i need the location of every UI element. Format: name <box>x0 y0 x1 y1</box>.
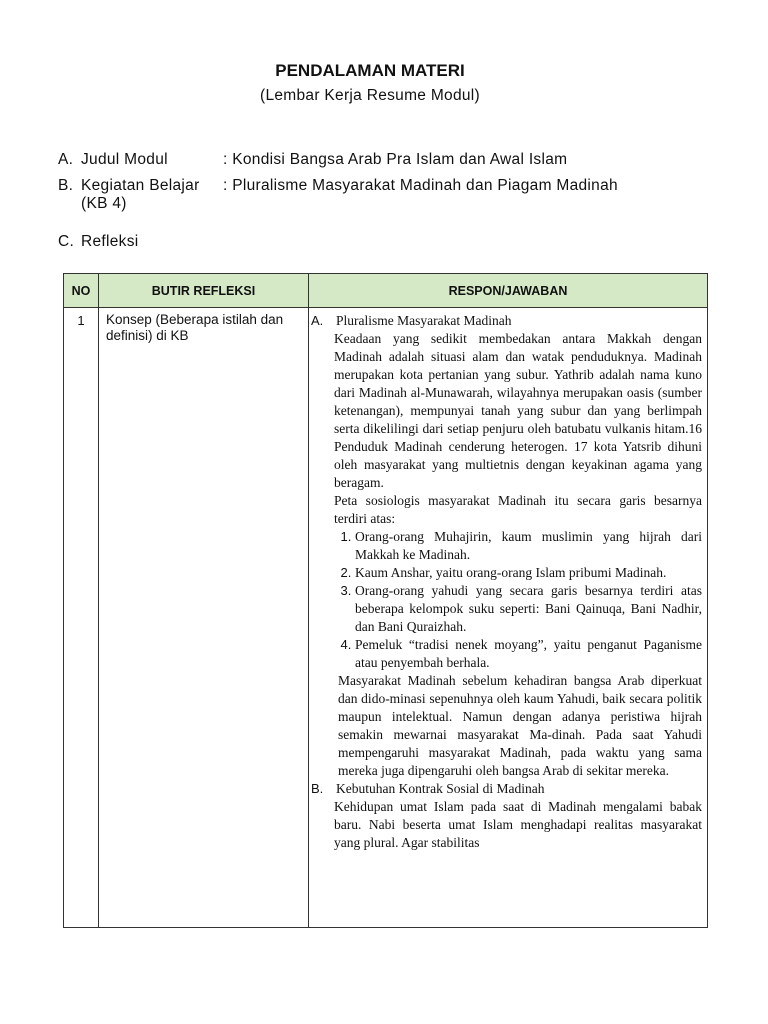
section-b-title: Kebutuhan Kontrak Sosial di Madinah <box>336 781 545 796</box>
section-a-paragraph-1: Keadaan yang sedikit membedakan antara Makkah dengan Madinah adalah situasi alam dan watak penduduknya. Madinah merupakan kota pertanian yang subur. Yathrib adalah nama kuno dari Madinah al-Munawarah, wilayahnya merupakan oasis (sumber ketenangan), mempunyai tanah yang subur dan yang berlimpah serta dikelilingi dari setiap penjuru oleh batubatu vulkanis hitam.16 Penduduk Madinah cenderung heterogen. 17 kota Yatsrib dihuni oleh masyarakat yang multietnis dengan keyakinan agama yang beragam. <box>334 331 702 490</box>
section-a-title: Pluralisme Masyarakat Madinah <box>336 313 512 328</box>
row-response <box>309 308 708 928</box>
section-b-letter: B. <box>311 781 324 796</box>
list-item: 1. Orang-orang Muhajirin, kaum muslimin yang hijrah dari Makkah ke Madinah. <box>355 528 702 564</box>
group-list <box>309 528 702 672</box>
learning-activity-value-cont: (KB 4) <box>81 195 127 212</box>
section-b-paragraph-1: Kehidupan umat Islam pada saat di Madinah mengalami babak baru. Nabi beserta umat Islam menghadapi realitas masyarakat yang plural. Agar stabilitas <box>334 799 702 850</box>
learning-activity-value: : Pluralisme Masyarakat Madinah dan Piagam Madinah <box>223 177 618 194</box>
row-butir: Konsep (Beberapa istilah dan definisi) di KB <box>99 308 309 928</box>
module-title-value: : Kondisi Bangsa Arab Pra Islam dan Awal Islam <box>223 151 568 168</box>
section-a-letter: A. <box>311 313 324 328</box>
learning-activity-label: Kegiatan Belajar <box>81 177 200 194</box>
header-no: NO <box>64 274 99 308</box>
table-row <box>64 308 708 928</box>
list-item: 2. Kaum Anshar, yaitu orang-orang Islam pribumi Madinah. <box>355 564 702 582</box>
section-a-paragraph-2: Peta sosiologis masyarakat Madinah itu secara garis besarnya terdiri atas: <box>334 493 702 526</box>
page-subtitle: (Lembar Kerja Resume Modul) <box>259 87 480 104</box>
module-title-letter: A. <box>58 151 74 168</box>
table-header-row <box>64 274 708 308</box>
learning-activity-letter: B. <box>58 177 74 194</box>
reflection-table <box>63 273 708 928</box>
header-butir: BUTIR REFLEKSI <box>99 274 309 308</box>
page-title: PENDALAMAN MATERI <box>275 61 465 80</box>
section-b-heading <box>309 780 702 798</box>
list-item: 3. Orang-orang yahudi yang secara garis besarnya terdiri atas beberapa kelompok suku seperti: Bani Qainuqa, Bani Nadhir, dan Bani Quraizhah. <box>355 582 702 636</box>
row-number: 1 <box>64 308 99 928</box>
section-a-paragraph-3: Masyarakat Madinah sebelum kehadiran bangsa Arab diperkuat dan dido-minasi sepenuhnya oleh kaum Yahudi, baik secara politik maupun intelektual. Namun dengan adanya peristiwa hijrah semakin mewarnai masyarakat Ma-dinah. Pada saat Yahudi mempengaruhi masyarakat Madinah, pada waktu yang sama mereka juga dipengaruhi oleh bangsa Arab di sekitar mereka. <box>338 673 702 778</box>
list-item: 4. Pemeluk “tradisi nenek moyang”, yaitu penganut Paganisme atau penyembah berhala. <box>355 636 702 672</box>
reflection-letter: C. <box>58 233 75 250</box>
section-a-heading <box>309 312 702 330</box>
module-title-label: Judul Modul <box>81 151 168 168</box>
reflection-label: Refleksi <box>81 233 139 250</box>
header-respon: RESPON/JAWABAN <box>309 274 708 308</box>
